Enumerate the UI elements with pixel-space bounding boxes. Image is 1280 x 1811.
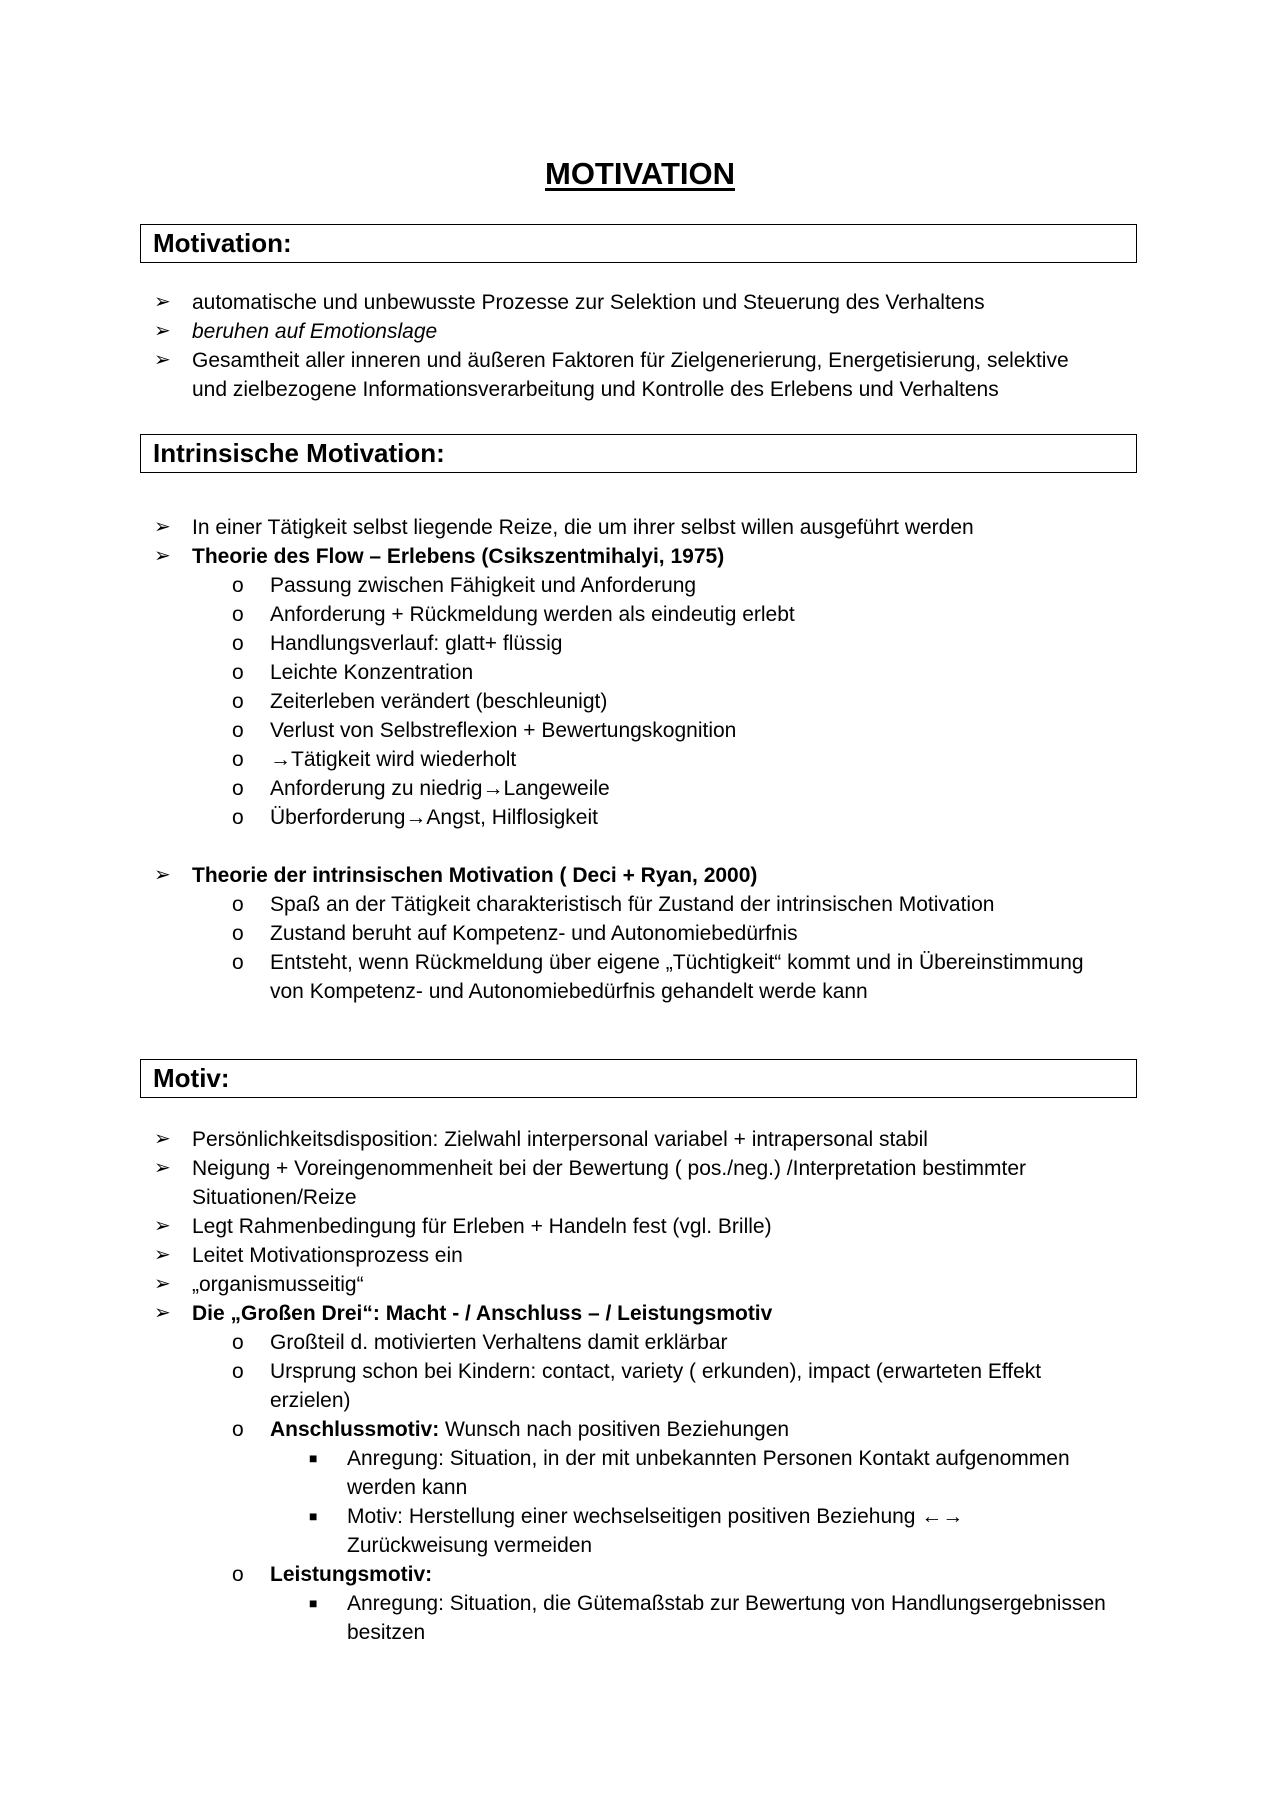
theory-item: o Zustand beruht auf Kompetenz- und Autonomiebedürfnis <box>140 919 1140 948</box>
sub-sub-item: ■ Anregung: Situation, in der mit unbekannten Personen Kontakt aufgenommen <box>140 1444 1140 1473</box>
sub-item: o Großteil d. motivierten Verhaltens damit erklärbar <box>140 1328 1140 1357</box>
flow-item: o Anforderung zu niedrig→Langeweile <box>140 774 1140 803</box>
list-item: ➢ Theorie des Flow – Erlebens (Csikszentmihalyi, 1975) <box>140 542 1140 571</box>
flow-item: o Anforderung + Rückmeldung werden als eindeutig erlebt <box>140 600 1140 629</box>
circle-bullet-icon: o <box>232 574 244 597</box>
circle-bullet-icon: o <box>232 632 244 655</box>
theory-item-continuation: von Kompetenz- und Autonomiebedürfnis gehandelt werde kann <box>270 980 868 1003</box>
arrow-bullet-icon: ➢ <box>154 1302 171 1324</box>
list-item: ➢ Neigung + Voreingenommenheit bei der Bewertung ( pos./neg.) /Interpretation bestimmter <box>140 1154 1140 1183</box>
list-item: ➢ Legt Rahmenbedingung für Erleben + Handeln fest (vgl. Brille) <box>140 1212 1140 1241</box>
arrow-bullet-icon: ➢ <box>154 320 171 342</box>
motivation-list <box>140 288 1140 404</box>
circle-bullet-icon: o <box>232 748 244 771</box>
page-title: MOTIVATION <box>545 156 735 191</box>
section-heading-motivation: Motivation: <box>140 224 1137 263</box>
flow-item: o →Tätigkeit wird wiederholt <box>140 745 1140 774</box>
flow-item: o Leichte Konzentration <box>140 658 1140 687</box>
list-item: ➢ „organismusseitig“ <box>140 1270 1140 1299</box>
theory-item: o Spaß an der Tätigkeit charakteristisch für Zustand der intrinsischen Motivation <box>140 890 1140 919</box>
square-bullet-icon: ■ <box>309 1450 318 1466</box>
spacer <box>140 832 1140 861</box>
sub-sub-item: ■ Motiv: Herstellung einer wechselseitigen positiven Beziehung ←→ <box>140 1502 1140 1531</box>
arrow-bullet-icon: ➢ <box>154 1215 171 1237</box>
section-heading-intrinsic: Intrinsische Motivation: <box>140 434 1137 473</box>
circle-bullet-icon: o <box>232 1331 244 1354</box>
list-item-continuation: Situationen/Reize <box>192 1186 357 1209</box>
circle-bullet-icon: o <box>232 922 244 945</box>
intrinsic-list <box>140 513 1140 1006</box>
flow-item: o Überforderung→Angst, Hilflosigkeit <box>140 803 1140 832</box>
arrow-bullet-icon: ➢ <box>154 1244 171 1266</box>
list-item: ➢ automatische und unbewusste Prozesse zur Selektion und Steuerung des Verhaltens <box>140 288 1140 317</box>
arrow-bullet-icon: ➢ <box>154 1273 171 1295</box>
arrow-bullet-icon: ➢ <box>154 349 171 371</box>
sub-sub-item-continuation: Zurückweisung vermeiden <box>347 1534 593 1557</box>
circle-bullet-icon: o <box>232 777 244 800</box>
circle-bullet-icon: o <box>232 1418 244 1441</box>
circle-bullet-icon: o <box>232 690 244 713</box>
sub-item: o Anschlussmotiv: Wunsch nach positiven Beziehungen <box>140 1415 1140 1444</box>
square-bullet-icon: ■ <box>309 1595 318 1611</box>
circle-bullet-icon: o <box>232 806 244 829</box>
sub-item-continuation: erzielen) <box>270 1389 351 1412</box>
sub-sub-item-continuation: besitzen <box>347 1621 426 1644</box>
arrow-bullet-icon: ➢ <box>154 291 171 313</box>
theory-item: o Entsteht, wenn Rückmeldung über eigene „Tüchtigkeit“ kommt und in Übereinstimmung <box>140 948 1140 977</box>
section-heading-motiv: Motiv: <box>140 1059 1137 1098</box>
circle-bullet-icon: o <box>232 603 244 626</box>
circle-bullet-icon: o <box>232 661 244 684</box>
list-item: ➢ Persönlichkeitsdisposition: Zielwahl interpersonal variabel + intrapersonal stabil <box>140 1125 1140 1154</box>
sub-item: o Leistungsmotiv: <box>140 1560 1140 1589</box>
arrow-bullet-icon: ➢ <box>154 545 171 567</box>
list-item-continuation: und zielbezogene Informationsverarbeitung und Kontrolle des Erlebens und Verhaltens <box>192 378 999 401</box>
circle-bullet-icon: o <box>232 893 244 916</box>
flow-item: o Verlust von Selbstreflexion + Bewertungskognition <box>140 716 1140 745</box>
motiv-list <box>140 1125 1140 1647</box>
arrow-bullet-icon: ➢ <box>154 516 171 538</box>
circle-bullet-icon: o <box>232 951 244 974</box>
sub-item: o Ursprung schon bei Kindern: contact, variety ( erkunden), impact (erwarteten Effekt <box>140 1357 1140 1386</box>
flow-item: o Passung zwischen Fähigkeit und Anforderung <box>140 571 1140 600</box>
list-item: ➢ In einer Tätigkeit selbst liegende Reize, die um ihrer selbst willen ausgeführt werden <box>140 513 1140 542</box>
arrow-bullet-icon: ➢ <box>154 1157 171 1179</box>
list-item: ➢ beruhen auf Emotionslage <box>140 317 1140 346</box>
flow-item: o Handlungsverlauf: glatt+ flüssig <box>140 629 1140 658</box>
arrow-bullet-icon: ➢ <box>154 864 171 886</box>
arrow-bullet-icon: ➢ <box>154 1128 171 1150</box>
circle-bullet-icon: o <box>232 719 244 742</box>
list-item: ➢ Gesamtheit aller inneren und äußeren Faktoren für Zielgenerierung, Energetisierung, selektive <box>140 346 1140 375</box>
circle-bullet-icon: o <box>232 1360 244 1383</box>
circle-bullet-icon: o <box>232 1563 244 1586</box>
list-item: ➢ Theorie der intrinsischen Motivation ( Deci + Ryan, 2000) <box>140 861 1140 890</box>
square-bullet-icon: ■ <box>309 1508 318 1524</box>
list-item: ➢ Leitet Motivationsprozess ein <box>140 1241 1140 1270</box>
flow-item: o Zeiterleben verändert (beschleunigt) <box>140 687 1140 716</box>
list-item: ➢ Die „Großen Drei“: Macht - / Anschluss – / Leistungsmotiv <box>140 1299 1140 1328</box>
sub-sub-item: ■ Anregung: Situation, die Gütemaßstab zur Bewertung von Handlungsergebnissen <box>140 1589 1140 1618</box>
sub-sub-item-continuation: werden kann <box>347 1476 468 1499</box>
